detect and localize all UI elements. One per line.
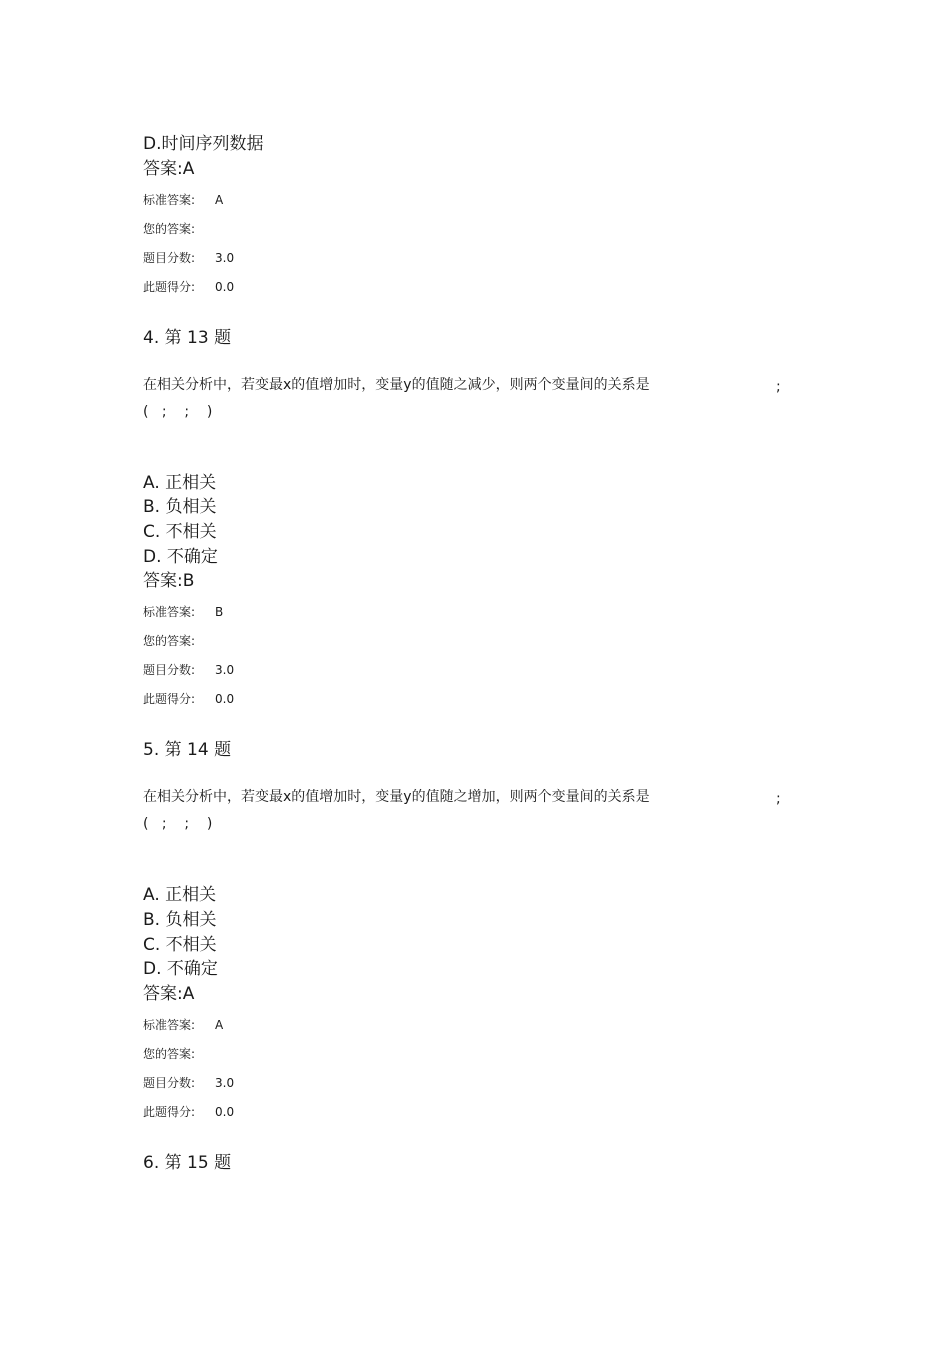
question-stem-end: ; xyxy=(776,791,781,807)
standard-answer-value: A xyxy=(215,1018,224,1032)
earned-value: 0.0 xyxy=(215,692,235,706)
question-blank-parens: ( ; ; ) xyxy=(143,816,213,832)
question-title: 4. 第 13 题 xyxy=(143,328,232,348)
earned-label: 此题得分: xyxy=(143,692,196,706)
score-label: 题目分数: xyxy=(143,663,196,677)
option-c: C. 不相关 xyxy=(143,522,217,542)
your-answer-label: 您的答案: xyxy=(143,1047,196,1061)
standard-answer-label: 标准答案: xyxy=(143,1018,196,1032)
prev-score-label: 题目分数: xyxy=(143,251,196,265)
score-label: 题目分数: xyxy=(143,1076,196,1090)
prev-your-answer-label: 您的答案: xyxy=(143,222,196,236)
your-answer-label: 您的答案: xyxy=(143,634,196,648)
standard-answer-label: 标准答案: xyxy=(143,605,196,619)
prev-answer: 答案:A xyxy=(143,159,195,179)
question-blank-parens: ( ; ; ) xyxy=(143,404,213,420)
option-d: D. 不确定 xyxy=(143,959,218,979)
score-value: 3.0 xyxy=(215,663,235,677)
option-b: B. 负相关 xyxy=(143,497,217,517)
question-title: 5. 第 14 题 xyxy=(143,740,232,760)
option-a: A. 正相关 xyxy=(143,885,217,905)
option-b: B. 负相关 xyxy=(143,910,217,930)
earned-label: 此题得分: xyxy=(143,1105,196,1119)
prev-standard-answer-label: 标准答案: xyxy=(143,193,196,207)
question-stem-end: ; xyxy=(776,379,781,395)
answer: 答案:B xyxy=(143,571,195,591)
prev-earned-label: 此题得分: xyxy=(143,280,196,294)
prev-option-d: D.时间序列数据 xyxy=(143,134,264,154)
prev-earned-value: 0.0 xyxy=(215,280,235,294)
standard-answer-value: B xyxy=(215,605,224,619)
question-title: 6. 第 15 题 xyxy=(143,1153,232,1173)
question-stem: 在相关分析中，若变最x的值增加时，变量y的值随之增加，则两个变量间的关系是 xyxy=(143,789,650,805)
option-c: C. 不相关 xyxy=(143,935,217,955)
answer: 答案:A xyxy=(143,984,195,1004)
prev-score-value: 3.0 xyxy=(215,251,235,265)
prev-standard-answer-value: A xyxy=(215,193,224,207)
option-a: A. 正相关 xyxy=(143,473,217,493)
option-d: D. 不确定 xyxy=(143,547,218,567)
question-stem: 在相关分析中，若变最x的值增加时，变量y的值随之减少，则两个变量间的关系是 xyxy=(143,377,650,393)
score-value: 3.0 xyxy=(215,1076,235,1090)
earned-value: 0.0 xyxy=(215,1105,235,1119)
